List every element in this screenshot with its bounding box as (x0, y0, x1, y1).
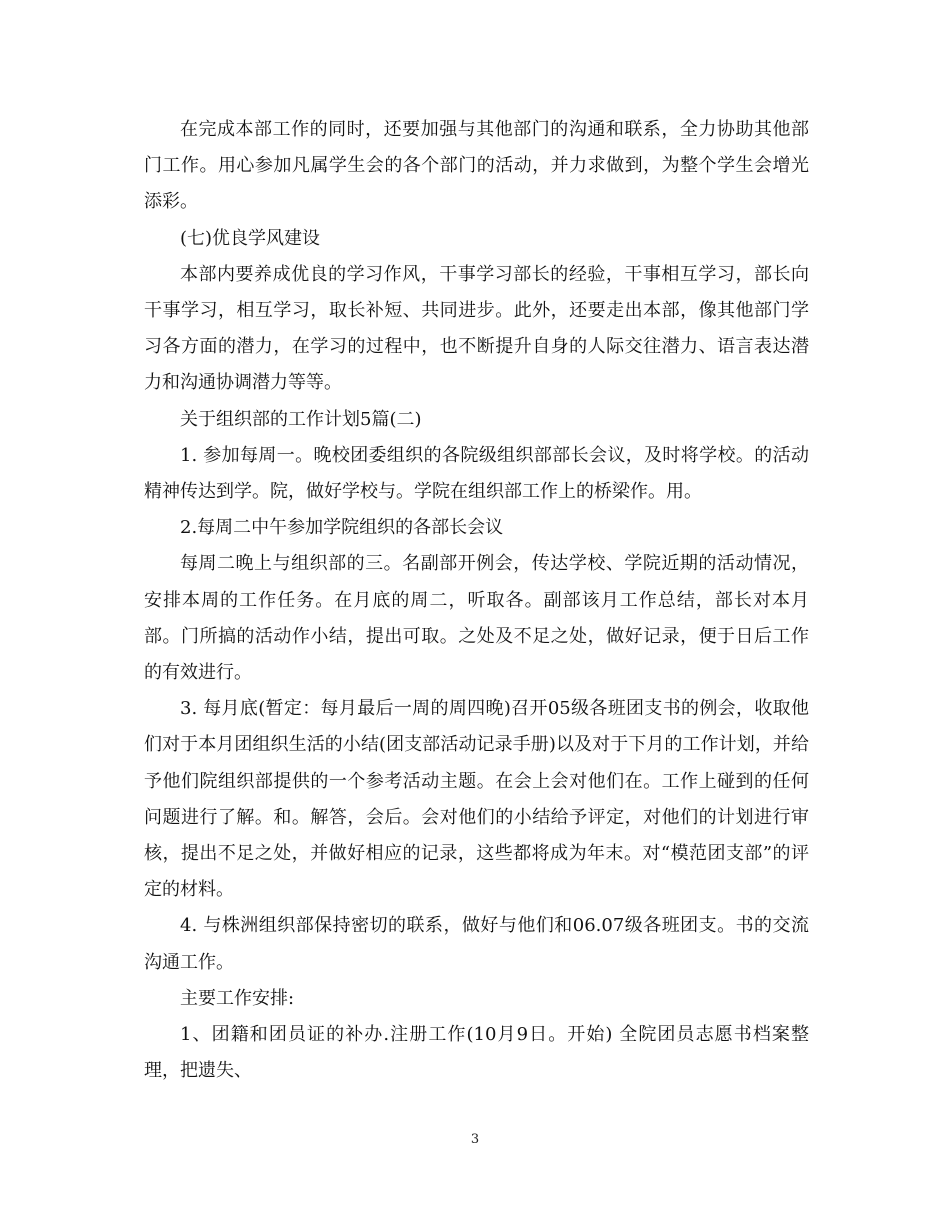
document-body (144, 112, 809, 1089)
paragraph-item-3: 3. 每月底(暂定：每月最后一周的周四晚)召开05级各班团支书的例会，收取他们对于本月团组织生活的小结(团支部活动记录手册)以及对于下月的工作计划，并给予他们院组织部提供的一个参考活动主题。在会上会对他们在。工作上碰到的任何问题进行了解。和。解答，会后。会对他们的小结给予评定，对他们的计划进行审核，提出不足之处，并做好相应的记录，这些都将成为年末。对“模范团支部”的评定的材料。 (144, 698, 809, 901)
paragraph-item-2: 2.每周二中午参加学院组织的各部长会议 (180, 517, 504, 539)
heading-study-style: (七)优良学风建设 (180, 227, 321, 249)
paragraph-cooperation: 在完成本部工作的同时，还要加强与其他部门的沟通和联系，全力协助其他部门工作。用心参加凡属学生会的各个部门的活动，并力求做到，为整个学生会增光添彩。 (144, 119, 809, 213)
heading-main-arrangements: 主要工作安排: (180, 987, 295, 1009)
paragraph-study-style: 本部内要养成优良的学习作风，干事学习部长的经验，干事相互学习，部长向干事学习，相互学习，取长补短、共同进步。此外，还要走出本部，像其他部门学习各方面的潜力，在学习的过程中，也不断提升自身的人际交往潜力、语言表达潜力和沟通协调潜力等等。 (144, 263, 809, 394)
paragraph-weekly-meeting: 每周二晚上与组织部的三。名副部开例会，传达学校、学院近期的活动情况，安排本周的工作任务。在月底的周二，听取各。副部该月工作总结，部长对本月部。门所搞的活动作小结，提出可取。之处及不足之处，做好记录，便于日后工作的有效进行。 (144, 553, 809, 684)
paragraph-item-4: 4. 与株洲组织部保持密切的联系，做好与他们和06.07级各班团支。书的交流沟通工作。 (144, 915, 809, 973)
paragraph-item-1: 1. 参加每周一。晚校团委组织的各院级组织部部长会议，及时将学校。的活动精神传达到学。院，做好学校与。学院在组织部工作上的桥梁作。用。 (144, 444, 809, 503)
page-number: 3 (470, 1132, 480, 1147)
paragraph-arrangement-1: 1、团籍和团员证的补办.注册工作(10月9日。开始) 全院团员志愿书档案整理，把遗失、 (144, 1024, 809, 1082)
heading-plan-part-two: 关于组织部的工作计划5篇(二) (180, 408, 422, 430)
